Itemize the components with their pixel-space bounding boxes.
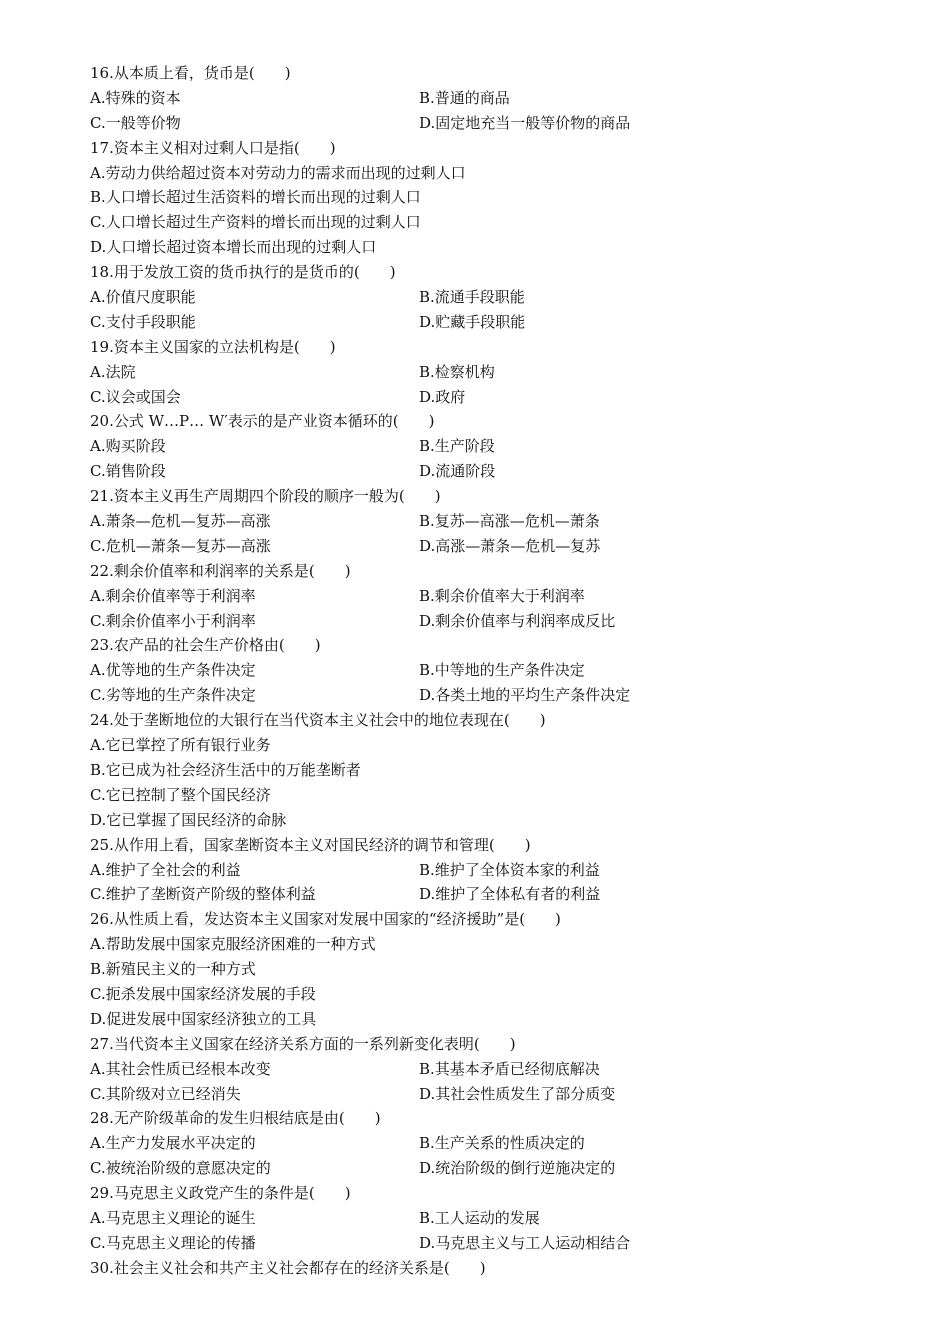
option-row: [90, 285, 890, 310]
option-row: [90, 385, 890, 410]
option-row: [90, 434, 890, 459]
answer-option: D.贮藏手段职能: [419, 312, 526, 331]
answer-option: A.剩余价值率等于利润率: [90, 586, 256, 605]
option-row: [90, 111, 890, 136]
answer-option: B.流通手段职能: [419, 288, 525, 307]
answer-option: A.劳动力供给超过资本对劳动力的需求而出现的过剩人口: [90, 163, 466, 182]
answer-option: C.它已控制了整个国民经济: [90, 785, 271, 804]
answer-option: B.工人运动的发展: [419, 1208, 540, 1227]
option-row: [90, 509, 890, 534]
answer-option: D.固定地充当一般等价物的商品: [419, 113, 631, 132]
question-stem: 18.用于发放工资的货币执行的是货币的( ): [90, 263, 396, 282]
question-stem: 24.处于垄断地位的大银行在当代资本主义社会中的地位表现在( ): [90, 711, 546, 730]
answer-option: D.其社会性质发生了部分质变: [419, 1084, 616, 1103]
question-stem: 23.农产品的社会生产价格由( ): [90, 636, 321, 655]
question-stem: 22.剩余价值率和利润率的关系是( ): [90, 561, 351, 580]
answer-option: D.人口增长超过资本增长而出现的过剩人口: [90, 238, 377, 257]
option-row: [90, 1082, 890, 1107]
question-stem: 26.从性质上看，发达资本主义国家对发展中国家的“经济援助”是( ): [90, 910, 561, 929]
answer-option: B.人口增长超过生活资料的增长而出现的过剩人口: [90, 188, 421, 207]
answer-option: C.被统治阶级的意愿决定的: [90, 1159, 271, 1178]
option-row: [90, 1057, 890, 1082]
question-stem: 25.从作用上看，国家垄断资本主义对国民经济的调节和管理( ): [90, 835, 531, 854]
answer-option: B.新殖民主义的一种方式: [90, 960, 256, 979]
answer-option: B.其基本矛盾已经彻底解决: [419, 1059, 600, 1078]
answer-option: B.生产关系的性质决定的: [419, 1134, 585, 1153]
answer-option: A.萧条—危机—复苏—高涨: [90, 512, 271, 531]
answer-option: D.统治阶级的倒行逆施决定的: [419, 1159, 616, 1178]
answer-option: A.维护了全社会的利益: [90, 860, 241, 879]
question-stem: 16.从本质上看，货币是( ): [90, 64, 291, 82]
answer-option: B.生产阶段: [419, 437, 495, 456]
option-row: [90, 1206, 890, 1231]
option-row: [90, 360, 890, 385]
option-row: [90, 1131, 890, 1156]
answer-option: B.中等地的生产条件决定: [419, 661, 585, 680]
answer-option: C.危机—萧条—复苏—高涨: [90, 536, 271, 555]
answer-option: B.普通的商品: [419, 88, 510, 107]
answer-option: B.它已成为社会经济生活中的万能垄断者: [90, 760, 361, 779]
answer-option: A.优等地的生产条件决定: [90, 661, 256, 680]
answer-option: D.政府: [419, 387, 466, 406]
answer-option: C.其阶级对立已经消失: [90, 1084, 241, 1103]
answer-option: A.帮助发展中国家克服经济困难的一种方式: [90, 935, 376, 954]
answer-option: D.高涨—萧条—危机—复苏: [419, 536, 601, 555]
answer-option: C.剩余价值率小于利润率: [90, 611, 256, 630]
answer-option: B.维护了全体资本家的利益: [419, 860, 600, 879]
option-row: [90, 1156, 890, 1181]
answer-option: B.复苏—高涨—危机—萧条: [419, 512, 600, 531]
question-stem: 29.马克思主义政党产生的条件是( ): [90, 1184, 351, 1203]
question-stem: 27.当代资本主义国家在经济关系方面的一系列新变化表明( ): [90, 1034, 516, 1053]
answer-option: D.各类土地的平均生产条件决定: [419, 686, 631, 705]
option-row: [90, 683, 890, 708]
answer-option: A.生产力发展水平决定的: [90, 1134, 256, 1153]
answer-option: D.它已掌握了国民经济的命脉: [90, 810, 287, 829]
option-row: [90, 858, 890, 883]
answer-option: B.剩余价值率大于利润率: [419, 586, 585, 605]
option-row: [90, 310, 890, 335]
exam-page: [90, 61, 890, 1281]
option-row: [90, 882, 890, 907]
answer-option: A.它已掌控了所有银行业务: [90, 736, 271, 755]
option-row: [90, 609, 890, 634]
answer-option: A.法院: [90, 362, 136, 381]
answer-option: D.马克思主义与工人运动相结合: [419, 1233, 631, 1252]
answer-option: A.其社会性质已经根本改变: [90, 1059, 271, 1078]
answer-option: C.销售阶段: [90, 462, 166, 481]
answer-option: C.劣等地的生产条件决定: [90, 686, 256, 705]
answer-option: A.马克思主义理论的诞生: [90, 1208, 256, 1227]
question-stem: 17.资本主义相对过剩人口是指( ): [90, 138, 336, 157]
option-row: [90, 86, 890, 111]
question-stem: 30.社会主义社会和共产主义社会都存在的经济关系是( ): [90, 1258, 486, 1277]
option-row: [90, 658, 890, 683]
answer-option: A.购买阶段: [90, 437, 166, 456]
answer-option: B.检察机构: [419, 362, 495, 381]
option-row: [90, 534, 890, 559]
answer-option: A.特殊的资本: [90, 88, 181, 107]
answer-option: C.议会或国会: [90, 387, 181, 406]
option-row: [90, 1231, 890, 1256]
answer-option: A.价值尺度职能: [90, 288, 196, 307]
question-stem: 21.资本主义再生产周期四个阶段的顺序一般为( ): [90, 487, 441, 506]
answer-option: D.促进发展中国家经济独立的工具: [90, 1009, 317, 1028]
answer-option: C.维护了垄断资产阶级的整体利益: [90, 885, 316, 904]
question-stem: 20.公式 W…P… W′表示的是产业资本循环的( ): [90, 412, 435, 431]
question-stem: 28.无产阶级革命的发生归根结底是由( ): [90, 1109, 381, 1128]
answer-option: C.马克思主义理论的传播: [90, 1233, 256, 1252]
option-row: [90, 584, 890, 609]
answer-option: D.维护了全体私有者的利益: [419, 885, 601, 904]
answer-option: C.支付手段职能: [90, 312, 196, 331]
answer-option: C.人口增长超过生产资料的增长而出现的过剩人口: [90, 213, 421, 232]
answer-option: D.流通阶段: [419, 462, 496, 481]
option-row: [90, 459, 890, 484]
answer-option: C.扼杀发展中国家经济发展的手段: [90, 984, 316, 1003]
question-stem: 19.资本主义国家的立法机构是( ): [90, 337, 336, 356]
answer-option: C.一般等价物: [90, 113, 181, 132]
answer-option: D.剩余价值率与利润率成反比: [419, 611, 616, 630]
